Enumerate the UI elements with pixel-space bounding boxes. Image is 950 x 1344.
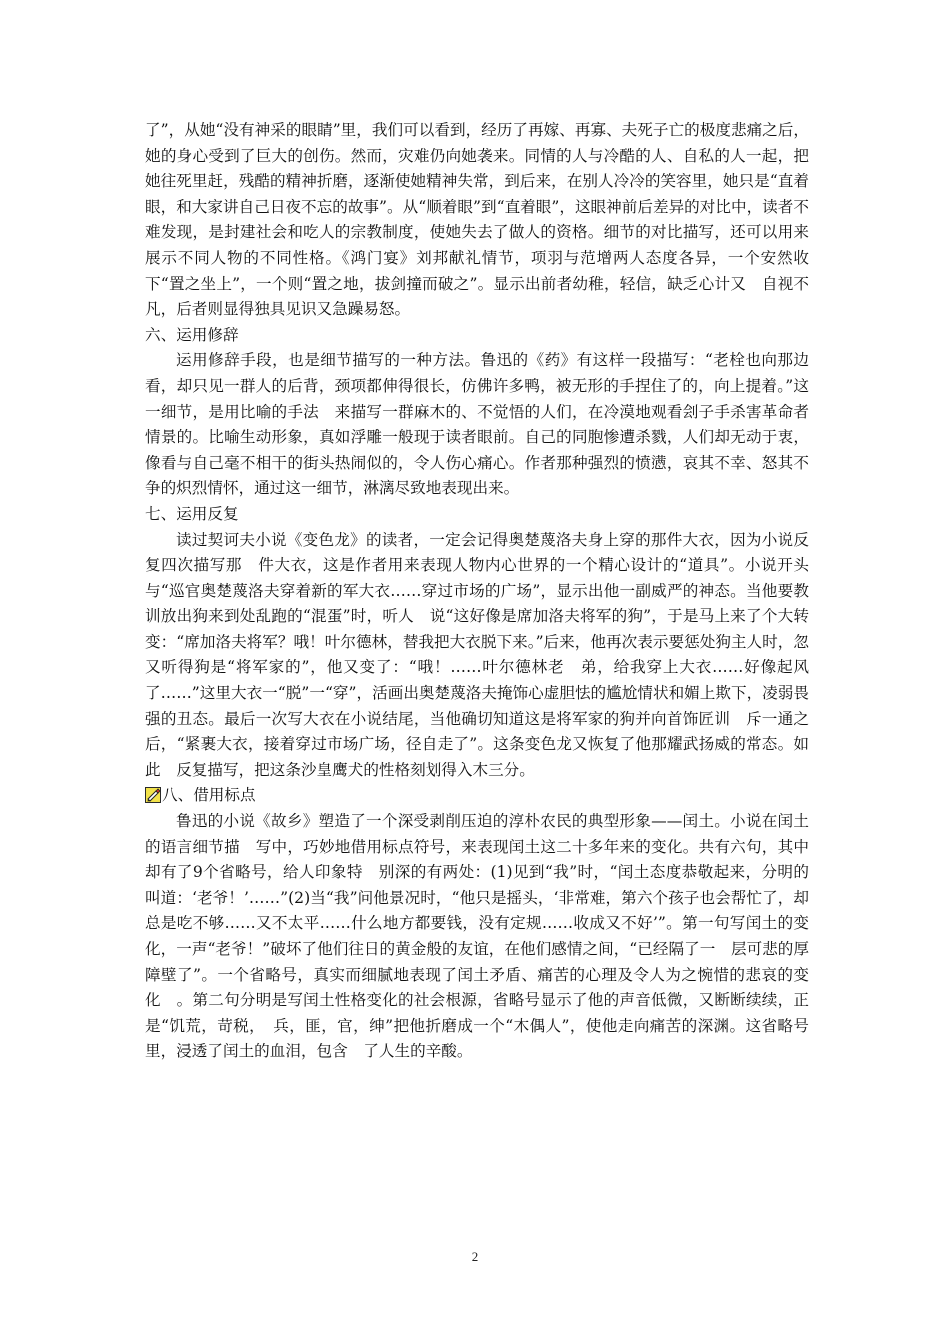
section-heading-repetition: 七、运用反复	[145, 504, 239, 523]
intro-paragraph: 了”，从她“没有神采的眼睛”里，我们可以看到，经历了再嫁、再寡、夫死子亡的极度悲痛之后，她的身心受到了巨大的创伤。然而，灾难仍向她袭来。同情的人与冷酷的人、自私的人一起，把她往死里赶，残酷的精神折磨，逐渐使她精神失常，到后来，在别人冷冷的笑容里，她只是“直着眼，和大家讲自己日夜不忘的故事”。从“顺着眼”到“直着眼”，这眼神前后差异的对比中，读者不难发现，是封建社会和吃人的宗教制度，使她失去了做人的资格。细节的对比描写，还可以用来展示不同人物的不同性格。《鸿门宴》刘邦献礼情节，项羽与范增两人态度各异，一个安然收下“置之坐上”，一个则“置之地，拔剑撞而破之”。显示出前者幼稚，轻信，缺乏心计又 自视不凡，后者则显得独具见识又急躁易怒。	[145, 121, 809, 319]
section-heading-punctuation	[145, 783, 809, 809]
document-body	[145, 118, 809, 1065]
section-heading-rhetoric: 六、运用修辞	[145, 325, 239, 344]
section-body-repetition: 读过契诃夫小说《变色龙》的读者，一定会记得奥楚蔑洛夫身上穿的那件大衣，因为小说反复四次描写那 件大衣，这是作者用来表现人物内心世界的一个精心设计的“道具”。小说开头与“巡官奥楚蔑洛夫穿着新的军大衣……穿过市场的广场”，显示出他一副威严的神态。当他要教训放出狗来到处乱跑的“混蛋”时，听人 说“这好像是席加洛夫将军的狗”，于是马上来了个大转变：“席加洛夫将军？哦！叶尔德林，替我把大衣脱下来。”后来，他再次表示要惩处狗主人时，忽又听得狗是“将军家的”，他又变了：“哦！……叶尔德林老 弟，给我穿上大衣……好像起风了……”这里大衣一“脱”一“穿”，活画出奥楚蔑洛夫掩饰心虚胆怯的尴尬情状和媚上欺下，凌弱畏强的丑态。最后一次写大衣在小说结尾，当他确切知道这是将军家的狗并向首饰匠训 斥一通之后，“紧裹大衣，接着穿过市场广场，径自走了”。这条变色龙又恢复了他那耀武扬威的常态。如此 反复描写，把这条沙皇鹰犬的性格刻划得入木三分。	[145, 530, 809, 779]
page-number: 2	[471, 1249, 479, 1264]
section-body-rhetoric: 运用修辞手段，也是细节描写的一种方法。鲁迅的《药》有这样一段描写：“老栓也向那边看，却只见一群人的后背，颈项都伸得很长，仿佛许多鸭，被无形的手捏住了的，向上提着。”这一细节，是用比喻的手法 来描写一群麻木的、不觉悟的人们，在冷漠地观看刽子手杀害革命者情景的。比喻生动形象，真如浮雕一般现于读者眼前。自己的同胞惨遭杀戮，人们却无动于衷，像看与自己毫不相干的街头热闹似的，令人伤心痛心。作者那种强烈的愤懑，哀其不幸、怒其不争的炽烈情怀，通过这一细节，淋漓尽致地表现出来。	[145, 351, 809, 498]
pencil-note-icon	[145, 786, 161, 802]
section-body-punctuation: 鲁迅的小说《故乡》塑造了一个深受剥削压迫的淳朴农民的典型形象——闰土。小说在闰土的语言细节描 写中，巧妙地借用标点符号，来表现闰土这二十多年来的变化。共有六句，其中却有了9个省略号，给人印象特 别深的有两处：(1)见到“我”时，“闰土态度恭敬起来，分明的叫道：‘老爷！’……”(2)当“我”问他景况时，“他只是摇头，‘非常难，第六个孩子也会帮忙了，却总是吃不够……又不太平……什么地方都要钱，没有定规……收成又不好’”。第一句写闰土的变化，一声“老爷！”破坏了他们往日的黄金般的友谊，在他们感情之间，“已经隔了一 层可悲的厚障壁了”。一个省略号，真实而细腻地表现了闰土矛盾、痛苦的心理及令人为之惋惜的悲哀的变化 。第二句分明是写闰土性格变化的社会根源，省略号显示了他的声音低微，又断断续续，正是“饥荒，苛税， 兵，匪，官，绅”把他折磨成一个“木偶人”，使他走向痛苦的深渊。这省略号里，浸透了闰土的血泪，包含 了人生的辛酸。	[145, 812, 809, 1061]
section-heading-punctuation-text: 八、借用标点	[162, 786, 256, 805]
